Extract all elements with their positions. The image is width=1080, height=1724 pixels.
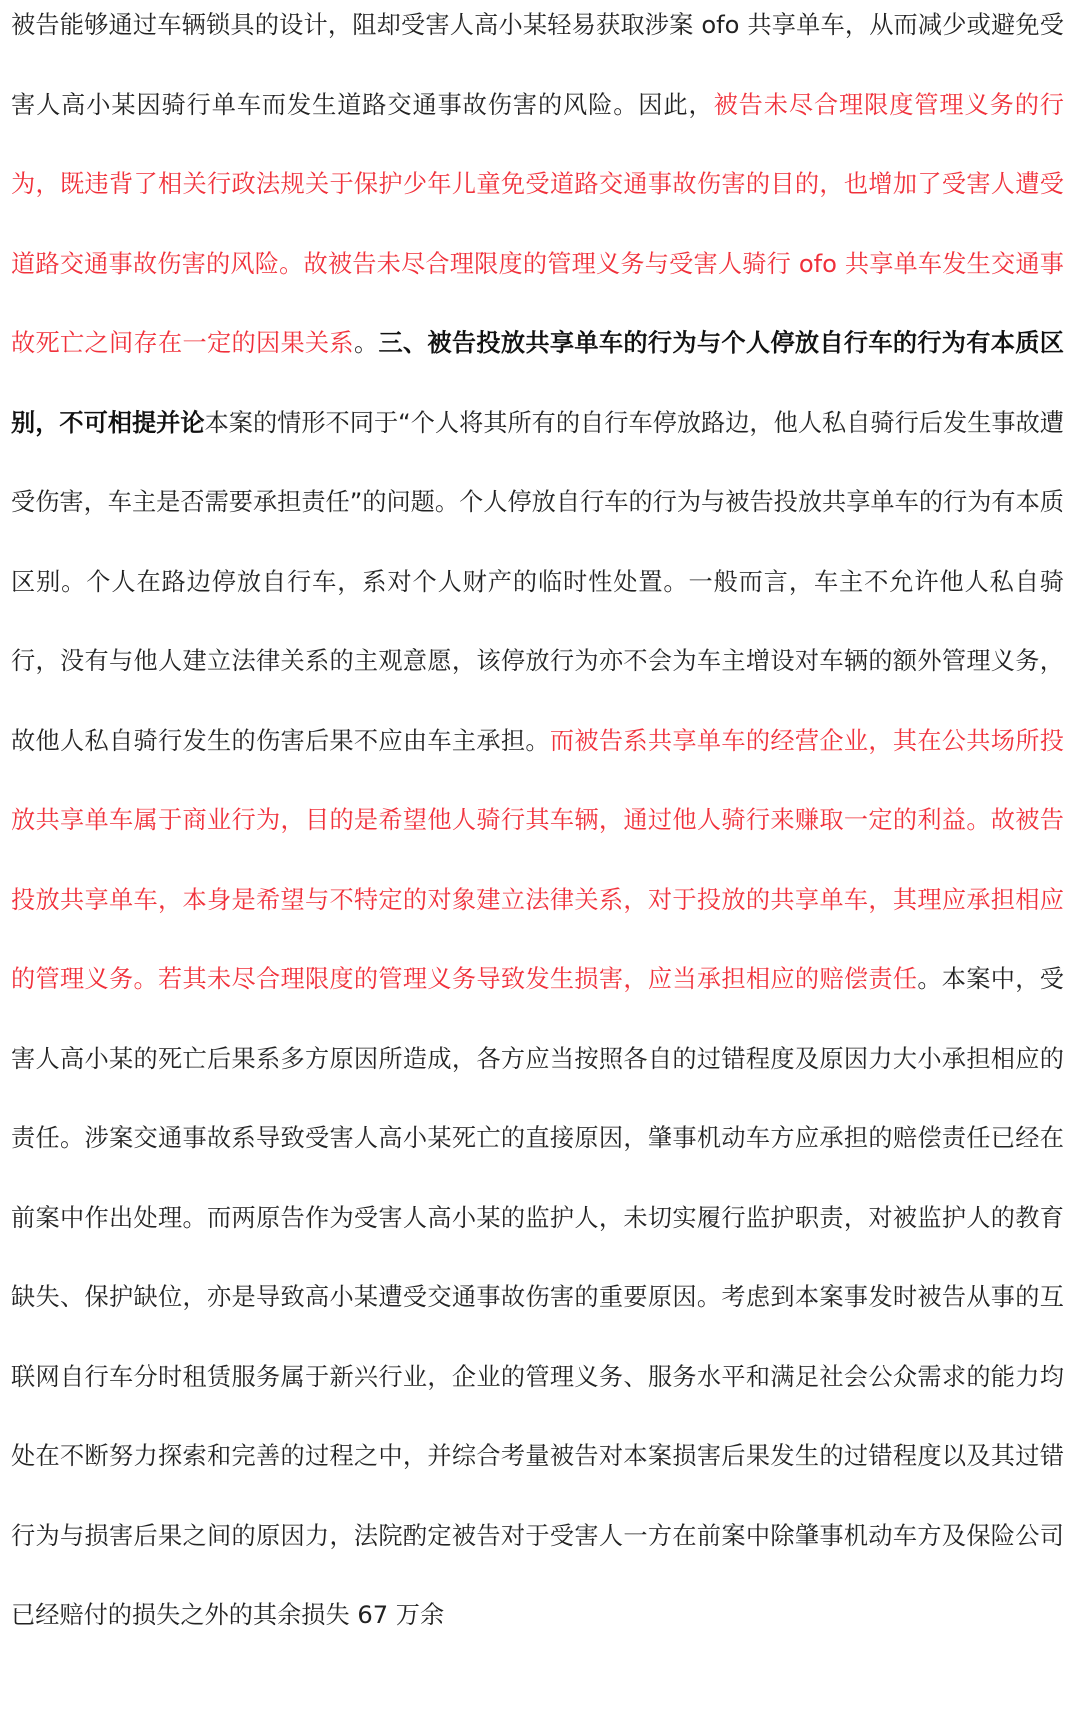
text-segment-normal: 。 — [353, 329, 379, 357]
judgment-paragraph — [11, 0, 1064, 1656]
text-segment-highlight-red: 而被告系共享单车的经营企业，其在公共场所投放共享单车属于商业行为，目的是希望他人骑行其车辆，通过他人骑行来赚取一定的利益。故被告投放共享单车，本身是希望与不特定的对象建立法律关系，对于投放的共享单车，其理应承担相应的管理义务。若其未尽合理限度的管理义务导致发生损害，应当承担相应的赔偿责任 — [11, 726, 1064, 993]
text-segment-highlight-red: 被告未尽合理限度管理义务的行为，既违背了相关行政法规关于保护少年儿童免受道路交通事故伤害的目的，也增加了受害人遭受道路交通事故伤害的风险。故被告未尽合理限度的管理义务与受害人骑行 ofo 共享单车发生交通事故死亡之间存在一定的因果关系 — [11, 90, 1064, 357]
text-segment-normal: 被告能够通过车辆锁具的设计，阻却受害人高小某轻易获取涉案 ofo 共享单车，从而减少或避免受害人高小某因骑行单车而发生道路交通事故伤害的风险。因此， — [11, 11, 1064, 119]
section-heading-bold: 三、被告投放共享单车的行为与个人停放自行车的行为有本质区别，不可相提并论 — [11, 329, 1064, 437]
text-segment-normal: 本案的情形不同于“个人将其所有的自行车停放路边，他人私自骑行后发生事故遭受伤害，车主是否需要承担责任”的问题。个人停放自行车的行为与被告投放共享单车的行为有本质区别。个人在路边停放自行车，系对个人财产的临时性处置。一般而言，车主不允许他人私自骑行，没有与他人建立法律关系的主观意愿，该停放行为亦不会为车主增设对车辆的额外管理义务，故他人私自骑行发生的伤害后果不应由车主承担。 — [11, 408, 1064, 755]
text-segment-normal: 。本案中，受害人高小某的死亡后果系多方原因所造成，各方应当按照各自的过错程度及原因力大小承担相应的责任。涉案交通事故系导致受害人高小某死亡的直接原因，肇事机动车方应承担的赔偿责任已经在前案中作出处理。而两原告作为受害人高小某的监护人，未切实履行监护职责，对被监护人的教育缺失、保护缺位，亦是导致高小某遭受交通事故伤害的重要原因。考虑到本案事发时被告从事的互联网自行车分时租赁服务属于新兴行业，企业的管理义务、服务水平和满足社会公众需求的能力均处在不断努力探索和完善的过程之中，并综合考量被告对本案损害后果发生的过错程度以及其过错行为与损害后果之间的原因力，法院酌定被告对于受害人一方在前案中除肇事机动车方及保险公司已经赔付的损失之外的其余损失 67 万余 — [11, 965, 1064, 1629]
